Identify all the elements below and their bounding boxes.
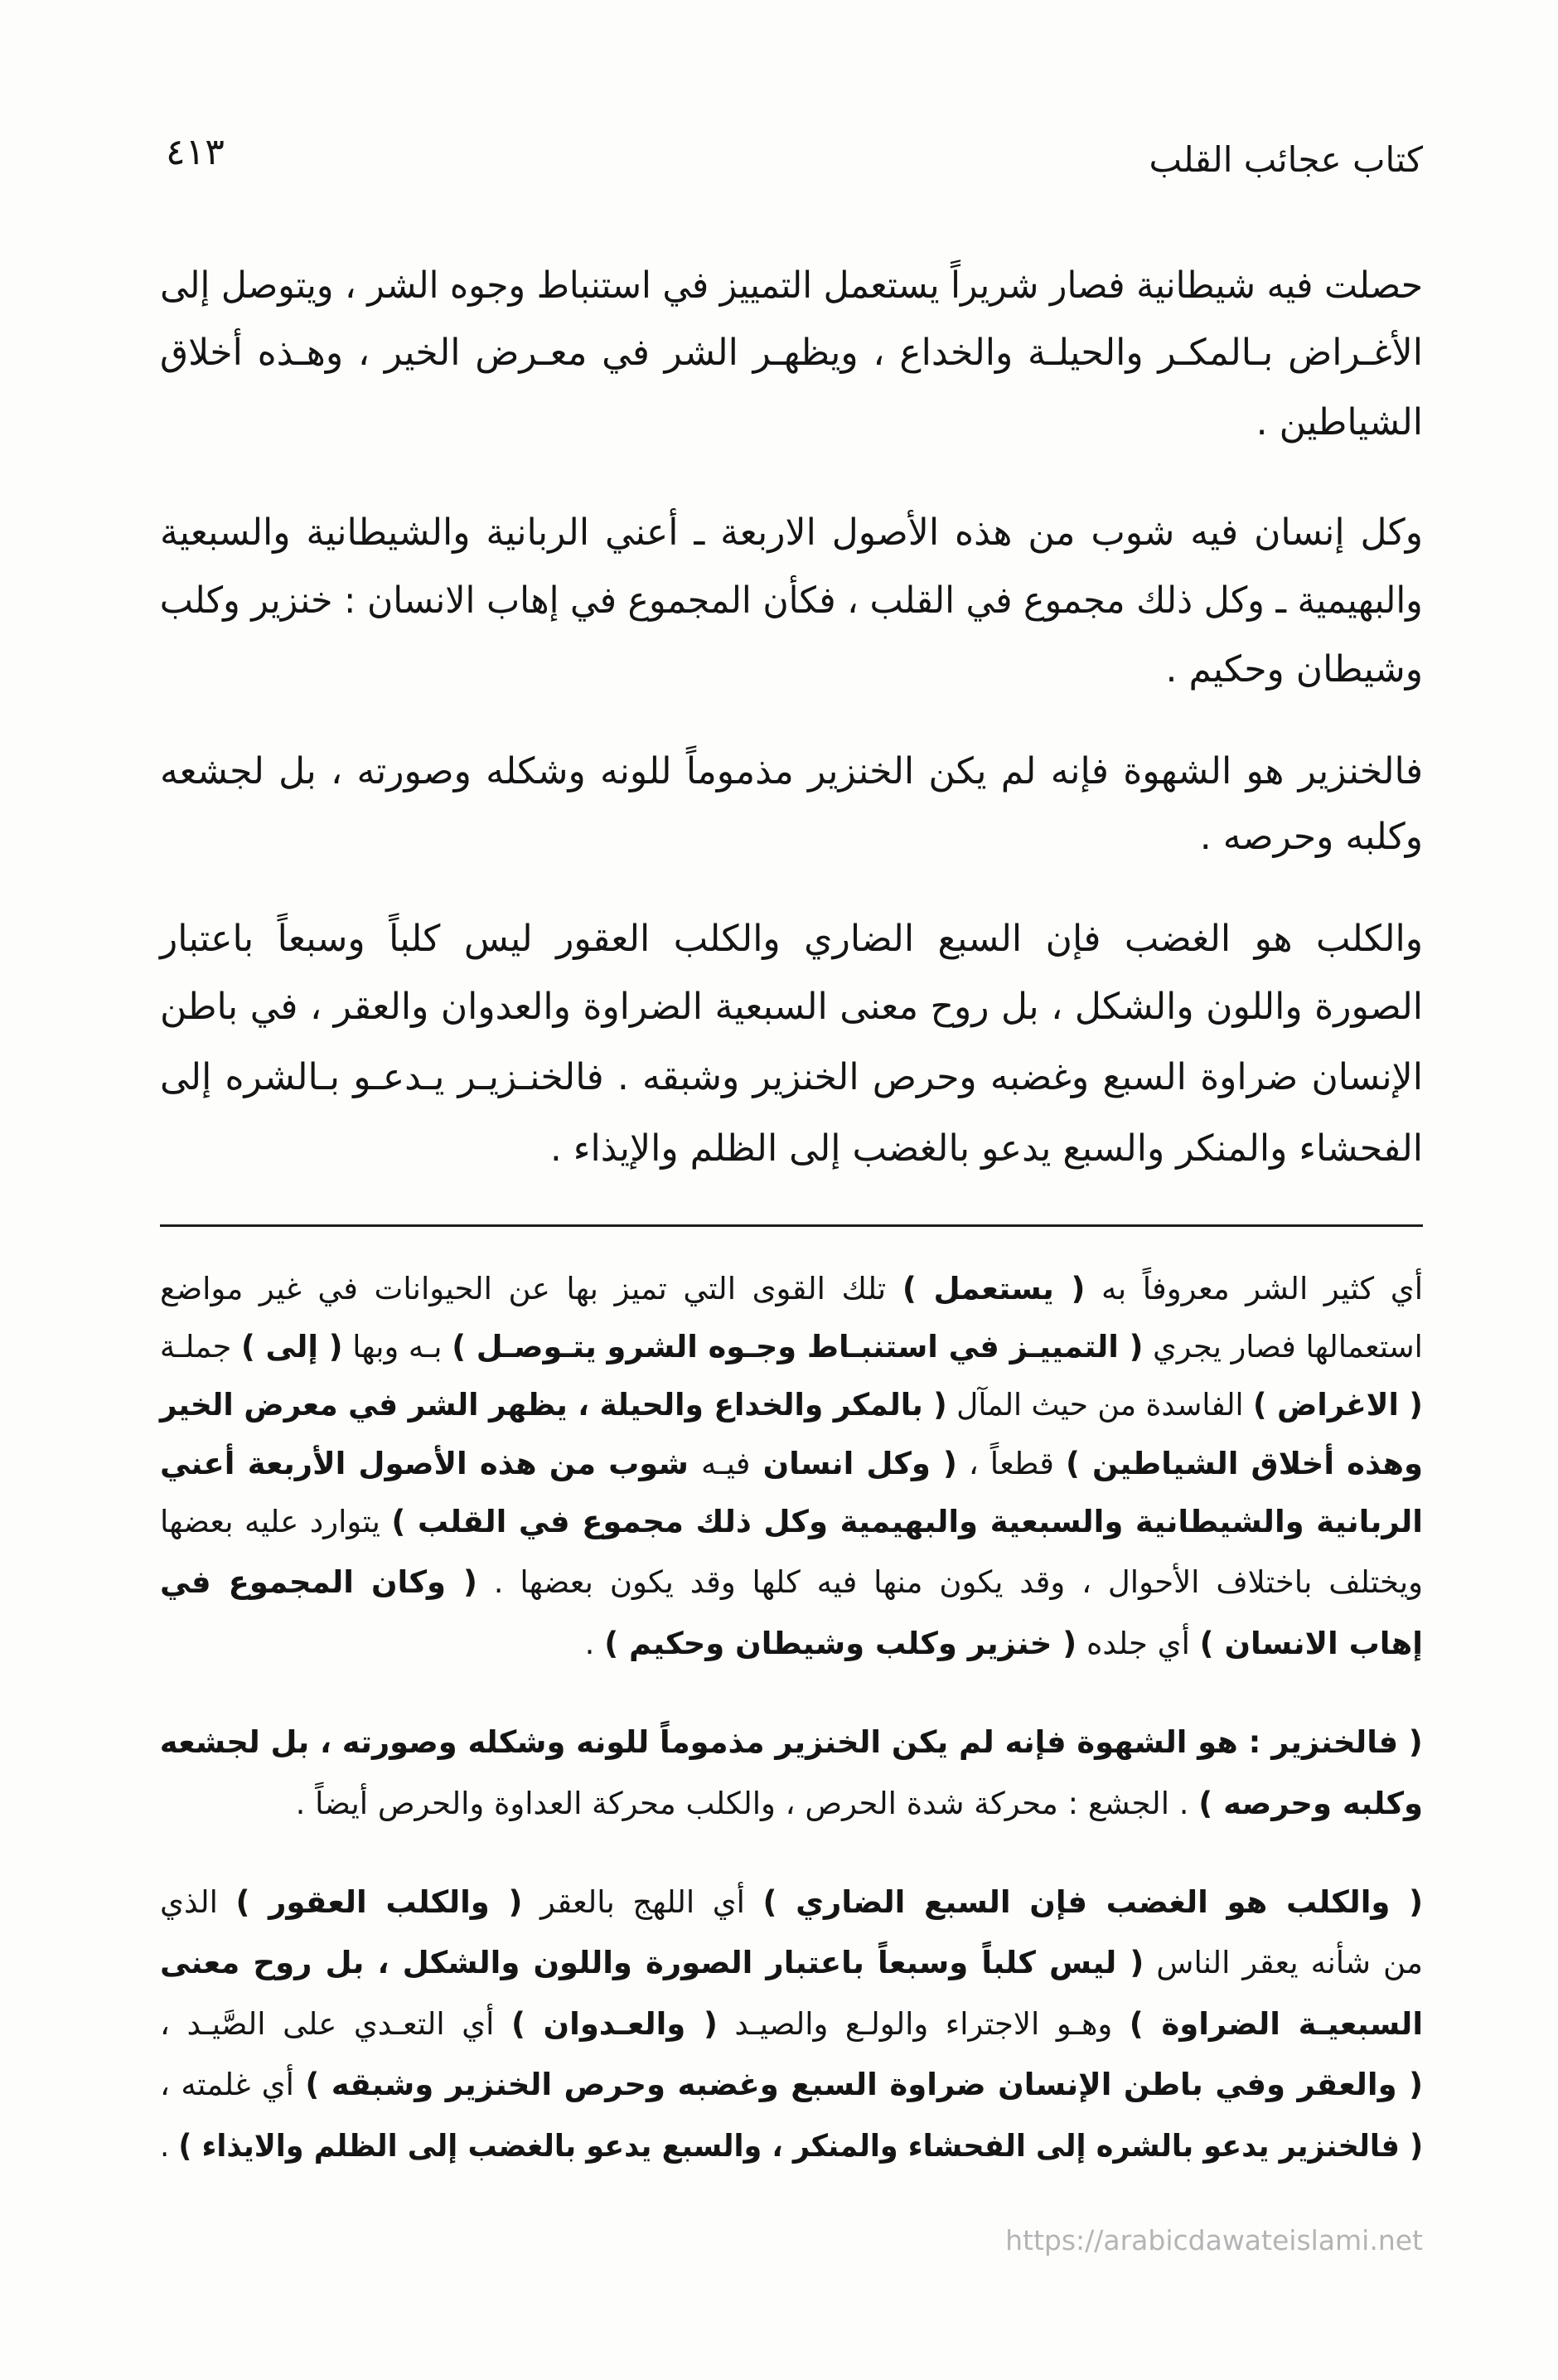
footnote-commentary-text: قطعاً ، [956,1446,1066,1481]
footnote-commentary-text: . [584,1626,605,1661]
footnote-quoted-text: ( فالخنزير يدعو بالشره إلى الفحشاء والمنكر ، والسبع يدعو بالغضب إلى الظلم والايذاء ) [178,2128,1424,2164]
footnote-line-text [160,2056,1423,2114]
main-line-text: الصورة واللون والشكل ، بل روح معنى السبعية الضراوة والعدوان والعقر ، في باطن [160,986,1423,1028]
footnote-line-text [296,1775,1423,1833]
main-line-text: الشياطين . [1256,401,1423,444]
footnote-line-text [160,1714,1423,1772]
footnote-line-text [585,1615,1423,1673]
watermark-url: https://arabicdawateislami.net [1005,2224,1423,2256]
footnote-line-text [160,1260,1423,1318]
main-text-line [160,1045,1423,1111]
footnote-line [160,2117,1423,2175]
footnote-quoted-text: السبعيـة الضراوة ) [1129,2006,1423,2042]
footnote-quoted-text: ( فالخنزير : هو الشهوة فإنه لم يكن الخنزير مذموماً للونه وشكله وصورته ، بل لجشعه [160,1724,1423,1760]
main-text-line [160,253,1423,319]
main-line-text: والكلب هو الغضب فإن السبع الضاري والكلب العقور ليس كلباً وسبعاً باعتبار [160,918,1423,960]
footnote-quoted-text: وهذه أخلاق الشياطين ) [1065,1446,1423,1481]
main-text-line [160,739,1423,805]
main-line-text: الفحشاء والمنكر والسبع يدعو بالغضب إلى الظلم والإيذاء . [549,1127,1423,1170]
footnote-line [160,1318,1423,1376]
footnote-separator-rule [160,1224,1423,1227]
footnote-quoted-text: شوب من هذه الأصول الأربعة أعني [160,1446,701,1481]
footnote-quoted-text: ( بالمكر والخداع والحيلة ، يظهر الشر في معرض الخير [160,1387,947,1423]
footnote-commentary-text: فيـه [700,1446,751,1481]
footnote-line-text [160,1376,1423,1434]
footnote-line [160,1995,1423,2053]
footnote-line [160,1873,1423,1932]
footnote-line-text [160,1934,1423,1992]
footnote-quoted-text: ( خنزير وكلب وشيطان وحكيم ) [604,1626,1077,1661]
footnote-line-text [160,1995,1423,2053]
footnote-line [160,2056,1423,2114]
footnote-line-text [160,1493,1423,1551]
footnote-commentary-text: جملـة [160,1329,242,1365]
footnote-quoted-text: ( يستعمل ) [902,1271,1086,1306]
footnote-line-text [160,1554,1423,1612]
footnote-commentary-text: تلك القوى التي تميز بها عن الحيوانات في غير مواضع [160,1271,902,1306]
footnote-commentary-text: وهـو الاجتراء والولـع والصيـد [717,2006,1130,2042]
page-number: ٤١٣ [166,131,225,173]
footnote-line [160,1493,1423,1551]
main-line-text: فالخنزير هو الشهوة فإنه لم يكن الخنزير مذموماً للونه وشكله وصورته ، بل لجشعه [160,750,1423,793]
footnote-line [160,1775,1423,1833]
footnote-quoted-text: ( والعقر وفي باطن الإنسان ضراوة السبع وغضبه وحرص الخنزير وشبقه ) [305,2067,1423,2102]
footnote-line [160,1554,1423,1612]
footnote-commentary-text: استعمالها فصار يجري [1143,1329,1423,1365]
footnote-commentary-text: الذي [160,1884,236,1920]
main-text-line [160,1116,1423,1182]
main-text-line [160,568,1423,634]
page-title: كتاب عجائب القلب [1149,139,1423,180]
footnote-line [160,1435,1423,1493]
main-text-line [160,974,1423,1040]
footnote-quoted-text: إهاب الانسان ) [1199,1626,1423,1661]
footnote-line [160,1260,1423,1318]
footnote-commentary-text: بـه وبها [342,1329,452,1365]
footnote-quoted-text: ( التمييـز في استنبـاط وجـوه الشرو يتـوصـل ) [452,1329,1144,1365]
footnote-line-text [160,1318,1423,1376]
main-text-line [160,390,1423,456]
main-text-line [160,500,1423,566]
footnote-line [160,1714,1423,1772]
footnote-quoted-text: ( الاغراض ) [1253,1387,1423,1423]
footnote-commentary-text: أي جلده [1077,1626,1200,1661]
footnote-quoted-text: الربانية والشيطانية والسبعية والبهيمية وكل ذلك مجموع في القلب ) [391,1504,1423,1539]
main-text-line [160,637,1423,703]
main-line-text: حصلت فيه شيطانية فصار شريراً يستعمل التمييز في استنباط وجوه الشر ، ويتوصل إلى [160,264,1423,307]
footnote-quoted-text: ( وكان المجموع في [160,1564,477,1600]
footnote-line-text [160,2117,1423,2175]
footnote-line-text [160,1435,1423,1493]
main-line-text: الإنسان ضراوة السبع وغضبه وحرص الخنزير وشبقه . فالخنـزيـر يـدعـو بـالشره إلى [160,1056,1423,1098]
footnote-commentary-text: ويختلف باختلاف الأحوال ، وقد يكون منها فيه كلها وقد يكون بعضها . [477,1564,1423,1600]
main-text-line [160,804,1423,870]
footnote-commentary-text: الفاسدة من حيث المآل [946,1387,1254,1423]
footnote-quoted-text: ( والعـدوان ) [510,2006,718,2042]
footnote-commentary-text: . [160,2128,179,2164]
main-line-text: والبهيمية ـ وكل ذلك مجموع في القلب ، فكأن المجموع في إهاب الانسان : خنزير وكلب [160,579,1423,622]
footnote-quoted-text: ( والكلب هو الغضب فإن السبع الضاري ) [762,1884,1423,1920]
footnote-quoted-text: وكلبه وحرصه ) [1198,1786,1423,1821]
footnote-line-text [160,1873,1423,1932]
footnote-commentary-text: أي اللهج بالعقر [522,1884,763,1920]
footnote-quoted-text: ( إلى ) [241,1329,343,1365]
main-line-text: وكلبه وحرصه . [1199,816,1423,858]
footnote-line [160,1934,1423,1992]
footnote-commentary-text: من شأنه يعقر الناس [1144,1945,1423,1980]
footnote-commentary-text: أي كثير الشر معروفاً به [1085,1271,1423,1306]
main-text-line [160,320,1423,386]
footnote-commentary-text: يتوارد عليه بعضها [159,1504,392,1539]
footnote-line [160,1376,1423,1434]
footnote-commentary-text: أي التعـدي على الصَّيـد ، [160,2006,511,2042]
footnote-commentary-text: . الجشع : محركة شدة الحرص ، والكلب محركة العداوة والحرص أيضاً . [295,1786,1199,1821]
footnote-quoted-text: ( ليس كلباً وسبعاً باعتبار الصورة واللون والشكل ، بل روح معنى [160,1945,1144,1980]
main-line-text: وكل إنسان فيه شوب من هذه الأصول الاربعة ـ أعني الربانية والشيطانية والسبعية [160,511,1423,554]
main-line-text: وشيطان وحكيم . [1165,648,1423,691]
footnote-quoted-text: ( وكل انسان [750,1446,957,1481]
footnote-line [160,1615,1423,1673]
main-text-line [160,906,1423,972]
footnote-quoted-text: ( والكلب العقور ) [235,1884,523,1920]
footnote-commentary-text: أي غلمته ، [160,2067,306,2102]
main-line-text: الأغـراض بـالمكـر والحيلـة والخداع ، ويظهـر الشر في معـرض الخير ، وهـذه أخلاق [160,332,1423,374]
